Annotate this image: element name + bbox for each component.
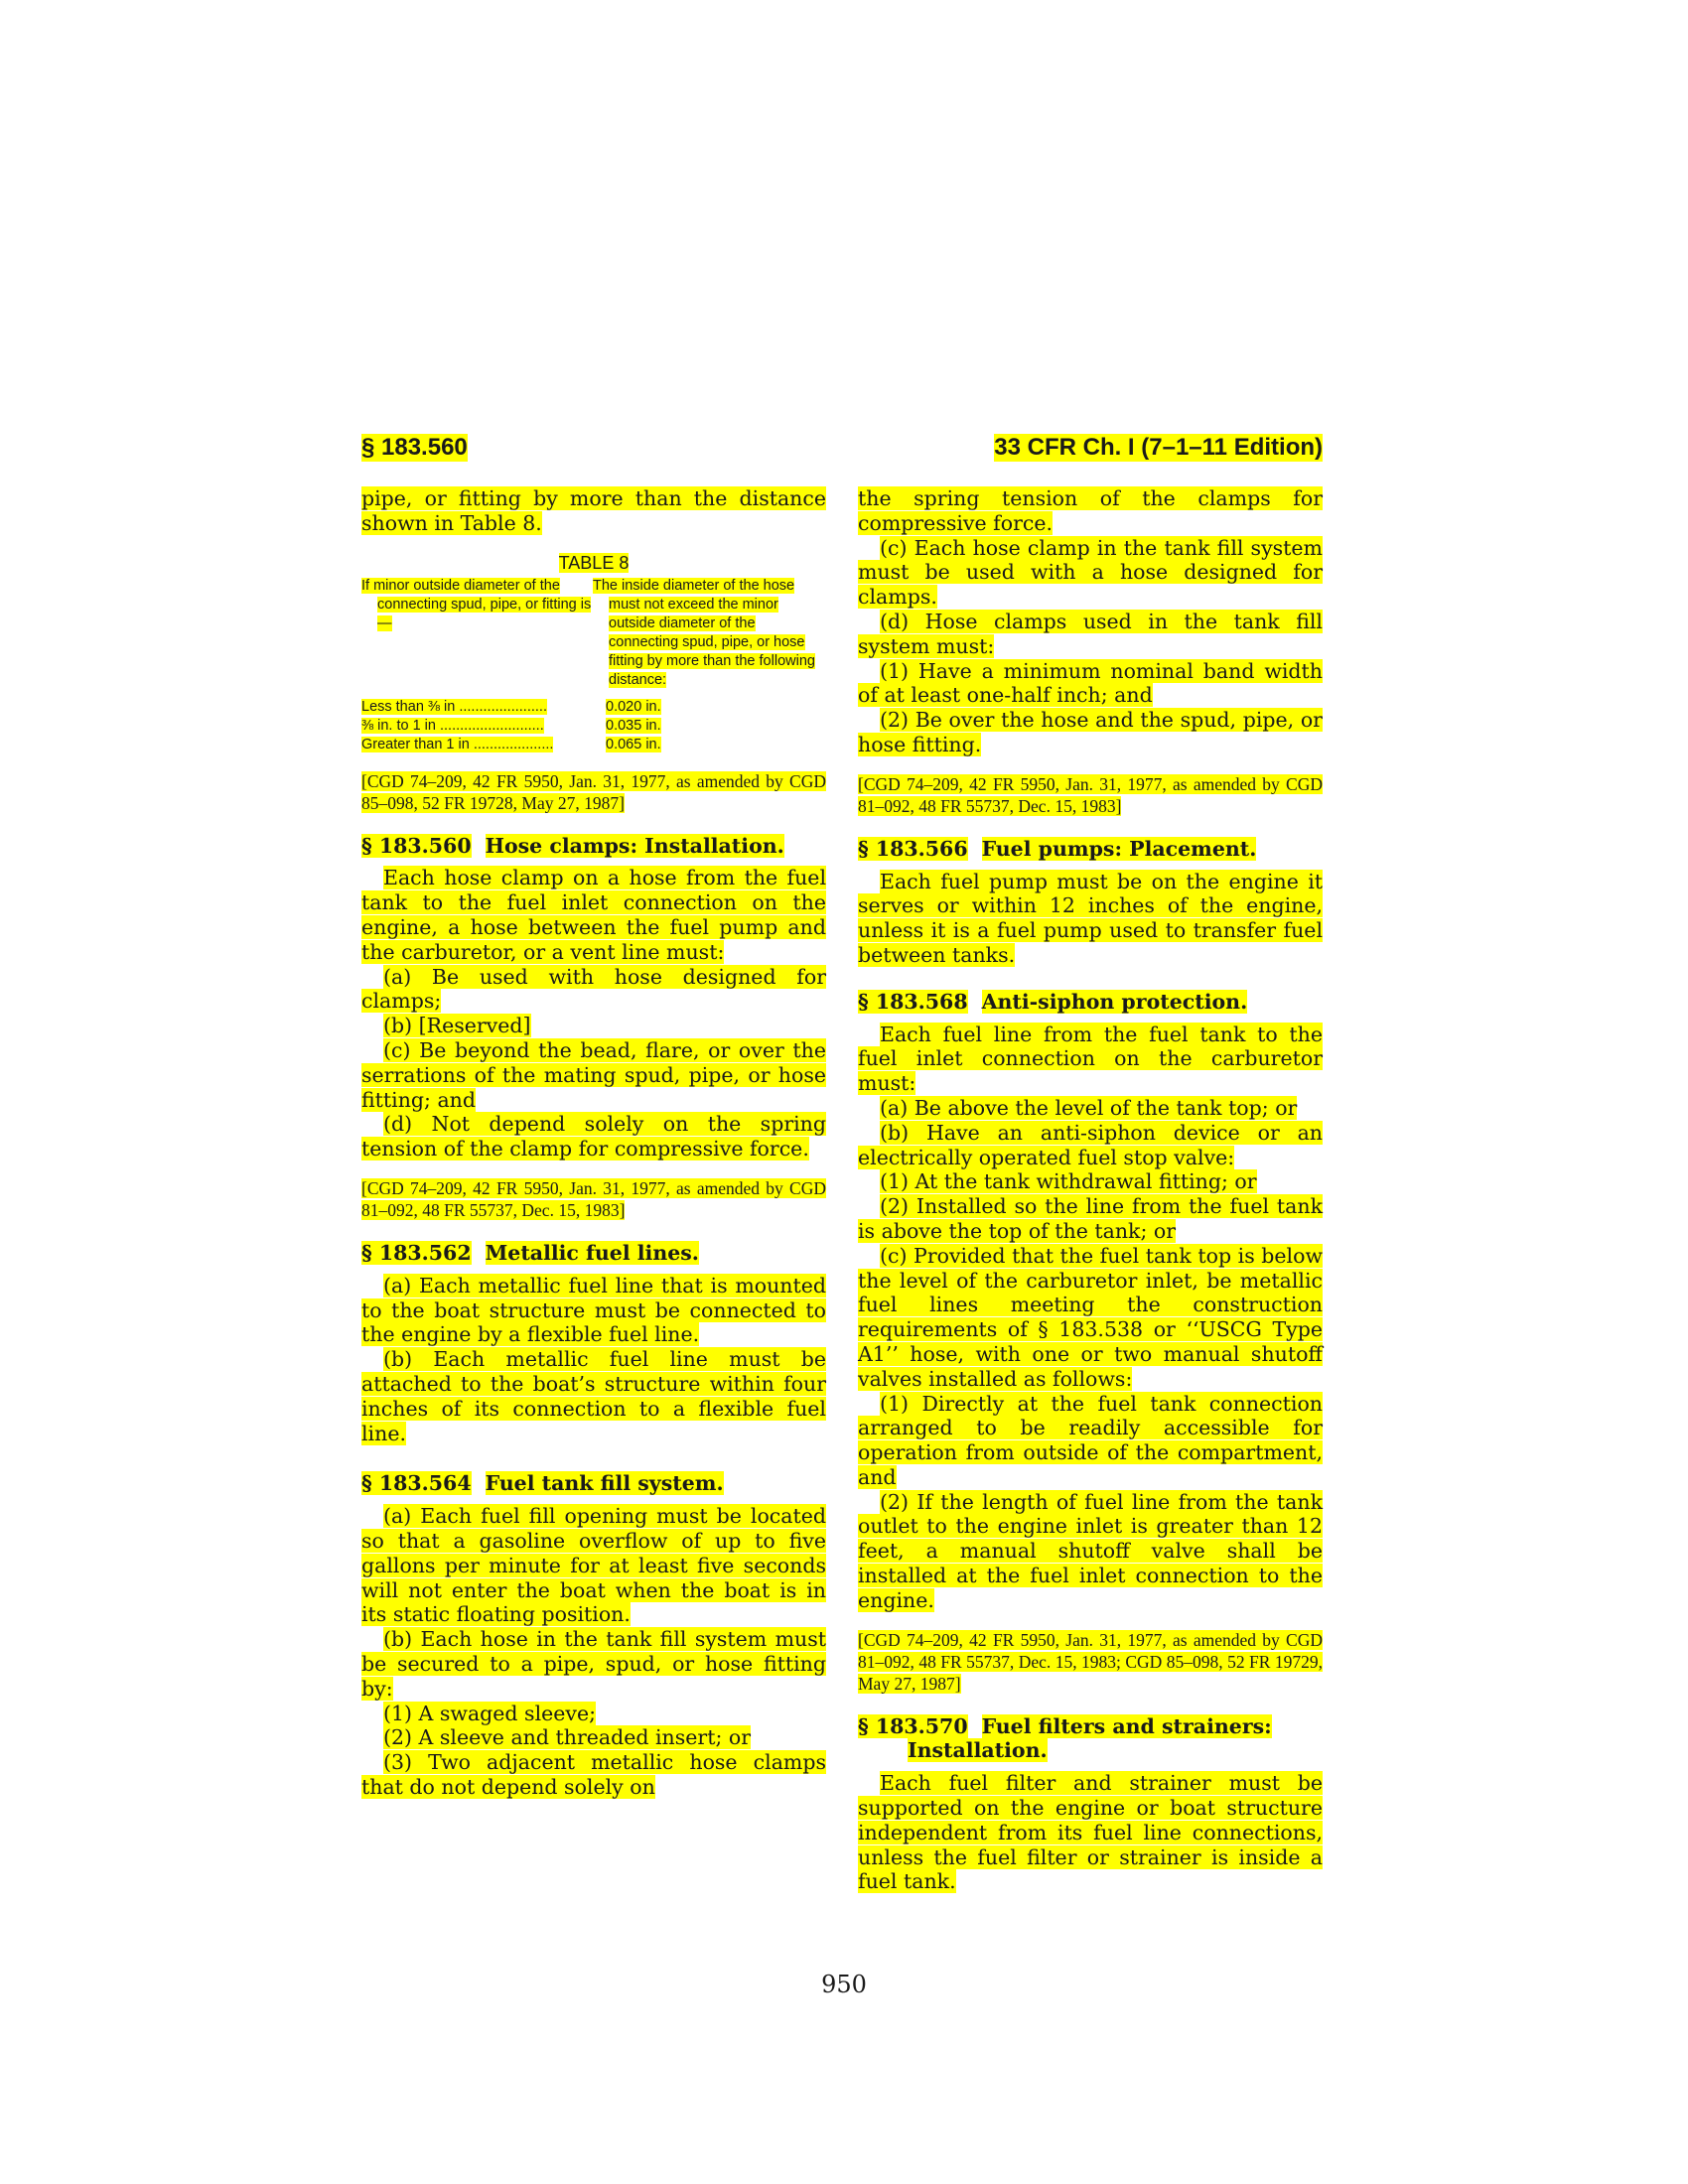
citation: [CGD 74–209, 42 FR 5950, Jan. 31, 1977, as amended by CGD 81–092, 48 FR 55737, Dec. 15, 1983]: [361, 1177, 826, 1220]
table-header-col2: The inside diameter of the hose must not exceed the minor outside diameter of the connecting spud, pipe, or hose fitting by more than the following distance:: [593, 577, 815, 688]
paragraph: (b) [Reserved]: [383, 1014, 531, 1038]
paragraph: (a) Each fuel fill opening must be located so that a gasoline overflow of up to five gallons per minute for at least five seconds will not enter the boat when the boat is in its static floating position.: [361, 1504, 826, 1627]
paragraph: Each fuel filter and strainer must be supported on the engine or boat structure independent from its fuel line connections, unless the fuel filter or strainer is inside a fuel tank.: [858, 1771, 1323, 1894]
paragraph: Each fuel line from the fuel tank to the fuel inlet connection on the carburetor must:: [858, 1022, 1323, 1096]
citation: [CGD 74–209, 42 FR 5950, Jan. 31, 1977, as amended by CGD 81–092, 48 FR 55737, Dec. 15, 1983]: [858, 773, 1323, 816]
section-heading-183-570: § 183.570 Fuel filters and strainers: Installation.: [858, 1713, 1272, 1763]
paragraph: (2) Be over the hose and the spud, pipe, or hose fitting.: [858, 708, 1323, 756]
section-heading-183-568: § 183.568 Anti-siphon protection.: [858, 989, 1248, 1014]
paragraph: (b) Have an anti-siphon device or an electrically operated fuel stop valve:: [858, 1120, 1323, 1169]
section-heading-183-560: § 183.560 Hose clamps: Installation.: [361, 833, 784, 858]
paragraph: Each hose clamp on a hose from the fuel tank to the fuel inlet connection on the engine, a hose between the fuel pump and the carburetor, or a vent line must:: [361, 866, 826, 964]
section-heading-183-566: § 183.566 Fuel pumps: Placement.: [858, 836, 1257, 861]
paragraph: (1) Have a minimum nominal band width of at least one-half inch; and: [858, 658, 1323, 708]
table-row: ⅜ in. to 1 in .......................... 0.035 in.: [361, 717, 661, 734]
paragraph: (b) Each metallic fuel line must be attached to the boat’s structure within four inches of its connection to a flexible fuel line.: [361, 1347, 826, 1445]
paragraph: (2) A sleeve and threaded insert; or: [383, 1725, 752, 1750]
paragraph: (c) Provided that the fuel tank top is below the level of the carburetor inlet, be metallic fuel lines meeting the construction requirements of § 183.538 or ‘‘USCG Type A1’’ hose, with one or two manual shutoff valves installed as follows:: [858, 1243, 1323, 1391]
citation: [CGD 74–209, 42 FR 5950, Jan. 31, 1977, as amended by CGD 81–092, 48 FR 55737, Dec. 15, 1983; CGD 85–098, 52 FR 19729, May 27, 1987]: [858, 1629, 1323, 1694]
citation: [CGD 74–209, 42 FR 5950, Jan. 31, 1977, as amended by CGD 85–098, 52 FR 19728, May 27, 1987]: [361, 770, 826, 813]
table-header-col1: If minor outside diameter of the connecting spud, pipe, or fitting is—: [361, 577, 592, 631]
paragraph: Each fuel pump must be on the engine it serves or within 12 inches of the engine, unless it is a fuel pump used to transfer fuel between tanks.: [858, 869, 1323, 967]
running-header: [361, 434, 1323, 464]
table-8: [361, 554, 826, 754]
page-number: 950: [821, 1971, 867, 1998]
table-row: Less than ⅜ in ...................... 0.020 in.: [361, 698, 661, 715]
paragraph: (2) Installed so the line from the fuel tank is above the top of the tank; or: [858, 1194, 1323, 1243]
paragraph: (1) A swaged sleeve;: [383, 1701, 597, 1725]
paragraph: (a) Be above the level of the tank top; or: [880, 1095, 1298, 1120]
section-heading-183-562: § 183.562 Metallic fuel lines.: [361, 1240, 699, 1265]
paragraph: (c) Each hose clamp in the tank fill system must be used with a hose designed for clamps.: [858, 535, 1323, 610]
paragraph: pipe, or fitting by more than the distance shown in Table 8.: [361, 486, 826, 535]
paragraph: (3) Two adjacent metallic hose clamps that do not depend solely on: [361, 1750, 826, 1799]
paragraph: the spring tension of the clamps for compressive force.: [858, 486, 1323, 535]
table-title: TABLE 8: [558, 552, 630, 573]
paragraph: (c) Be beyond the bead, flare, or over the serrations of the mating spud, pipe, or hose fitting; and: [361, 1037, 826, 1112]
paragraph: (1) At the tank withdrawal fitting; or: [880, 1169, 1257, 1194]
paragraph: (b) Each hose in the tank fill system must be secured to a pipe, spud, or hose fitting by:: [361, 1627, 826, 1701]
section-heading-183-564: § 183.564 Fuel tank fill system.: [361, 1471, 724, 1496]
paragraph: (a) Each metallic fuel line that is mounted to the boat structure must be connected to the engine by a flexible fuel line.: [361, 1273, 826, 1347]
paragraph: (a) Be used with hose designed for clamps;: [361, 964, 826, 1014]
paragraph: (2) If the length of fuel line from the tank outlet to the engine inlet is greater than 12 feet, a manual shutoff valve shall be installed at the fuel inlet connection to the engine.: [858, 1489, 1323, 1612]
paragraph: (1) Directly at the fuel tank connection arranged to be readily accessible for operation from outside of the compartment, and: [858, 1391, 1323, 1489]
header-title: 33 CFR Ch. I (7–1–11 Edition): [994, 434, 1323, 461]
paragraph: (d) Hose clamps used in the tank fill system must:: [858, 609, 1323, 658]
header-section-number: § 183.560: [361, 434, 468, 461]
left-column: [361, 486, 826, 1800]
right-column: [858, 486, 1323, 1894]
table-header-row: [361, 577, 826, 690]
paragraph: (d) Not depend solely on the spring tension of the clamp for compressive force.: [361, 1112, 826, 1161]
table-row: Greater than 1 in .................... 0.065 in.: [361, 736, 661, 752]
